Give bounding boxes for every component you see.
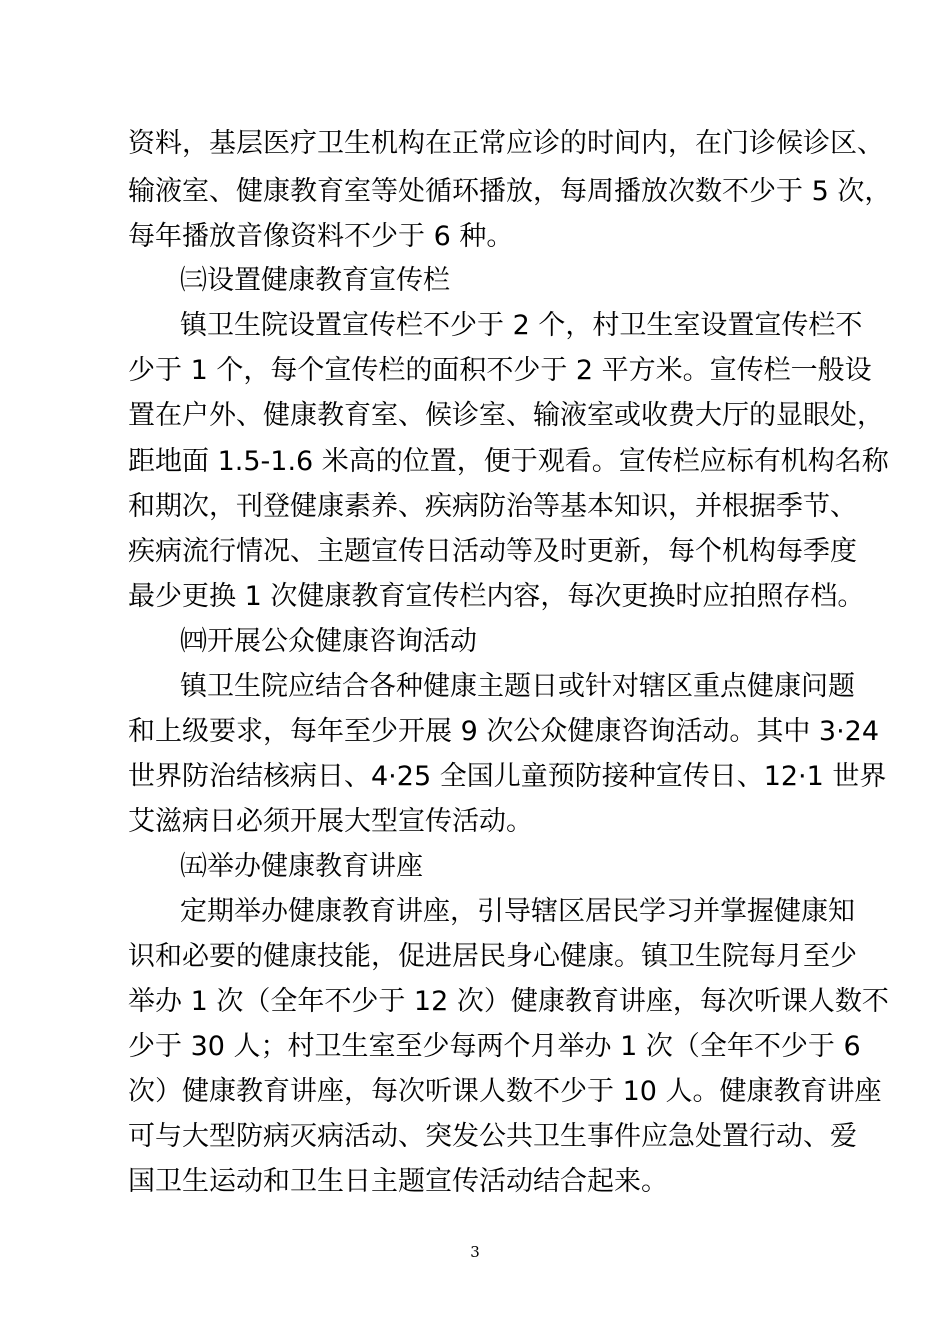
page-number: 3	[470, 1243, 480, 1261]
text-line: 镇卫生院设置宣传栏不少于 2 个，村卫生室设置宣传栏不	[180, 310, 863, 341]
text-line: 次）健康教育讲座，每次听课人数不少于 10 人。健康教育讲座	[128, 1076, 882, 1107]
text-line: 可与大型防病灭病活动、突发公共卫生事件应急处置行动、爱	[128, 1121, 857, 1152]
text-line: 识和必要的健康技能，促进居民身心健康。镇卫生院每月至少	[128, 941, 857, 972]
text-line: 和期次，刊登健康素养、疾病防治等基本知识，并根据季节、	[128, 491, 857, 522]
text-line: 每年播放音像资料不少于 6 种。	[128, 221, 514, 252]
text-line: 输液室、健康教育室等处循环播放，每周播放次数不少于 5 次，	[128, 176, 892, 207]
text-line: 最少更换 1 次健康教育宣传栏内容，每次更换时应拍照存档。	[128, 581, 865, 612]
text-line: 镇卫生院应结合各种健康主题日或针对辖区重点健康问题	[180, 671, 855, 702]
text-line: 少于 1 个，每个宣传栏的面积不少于 2 平方米。宣传栏一般设	[128, 355, 872, 386]
text-line: 资料，基层医疗卫生机构在正常应诊的时间内，在门诊候诊区、	[128, 128, 884, 159]
section-heading: ㈢设置健康教育宣传栏	[180, 265, 450, 296]
text-line: 艾滋病日必须开展大型宣传活动。	[128, 806, 533, 837]
text-line: 定期举办健康教育讲座，引导辖区居民学习并掌握健康知	[180, 896, 855, 927]
text-line: 世界防治结核病日、4·25 全国儿童预防接种宣传日、12·1 世界	[128, 761, 887, 792]
text-line: 少于 30 人；村卫生室至少每两个月举办 1 次（全年不少于 6	[128, 1031, 861, 1062]
text-line: 置在户外、健康教育室、候诊室、输液室或收费大厅的显眼处，	[128, 400, 884, 431]
text-line: 和上级要求，每年至少开展 9 次公众健康咨询活动。其中 3·24	[128, 716, 880, 747]
section-heading: ㈣开展公众健康咨询活动	[180, 626, 477, 657]
text-line: 国卫生运动和卫生日主题宣传活动结合起来。	[128, 1166, 668, 1197]
section-heading: ㈤举办健康教育讲座	[180, 851, 423, 882]
text-line: 距地面 1.5-1.6 米高的位置，便于观看。宣传栏应标有机构名称	[128, 446, 889, 477]
text-line: 举办 1 次（全年不少于 12 次）健康教育讲座，每次听课人数不	[128, 986, 889, 1017]
text-line: 疾病流行情况、主题宣传日活动等及时更新，每个机构每季度	[128, 536, 857, 567]
